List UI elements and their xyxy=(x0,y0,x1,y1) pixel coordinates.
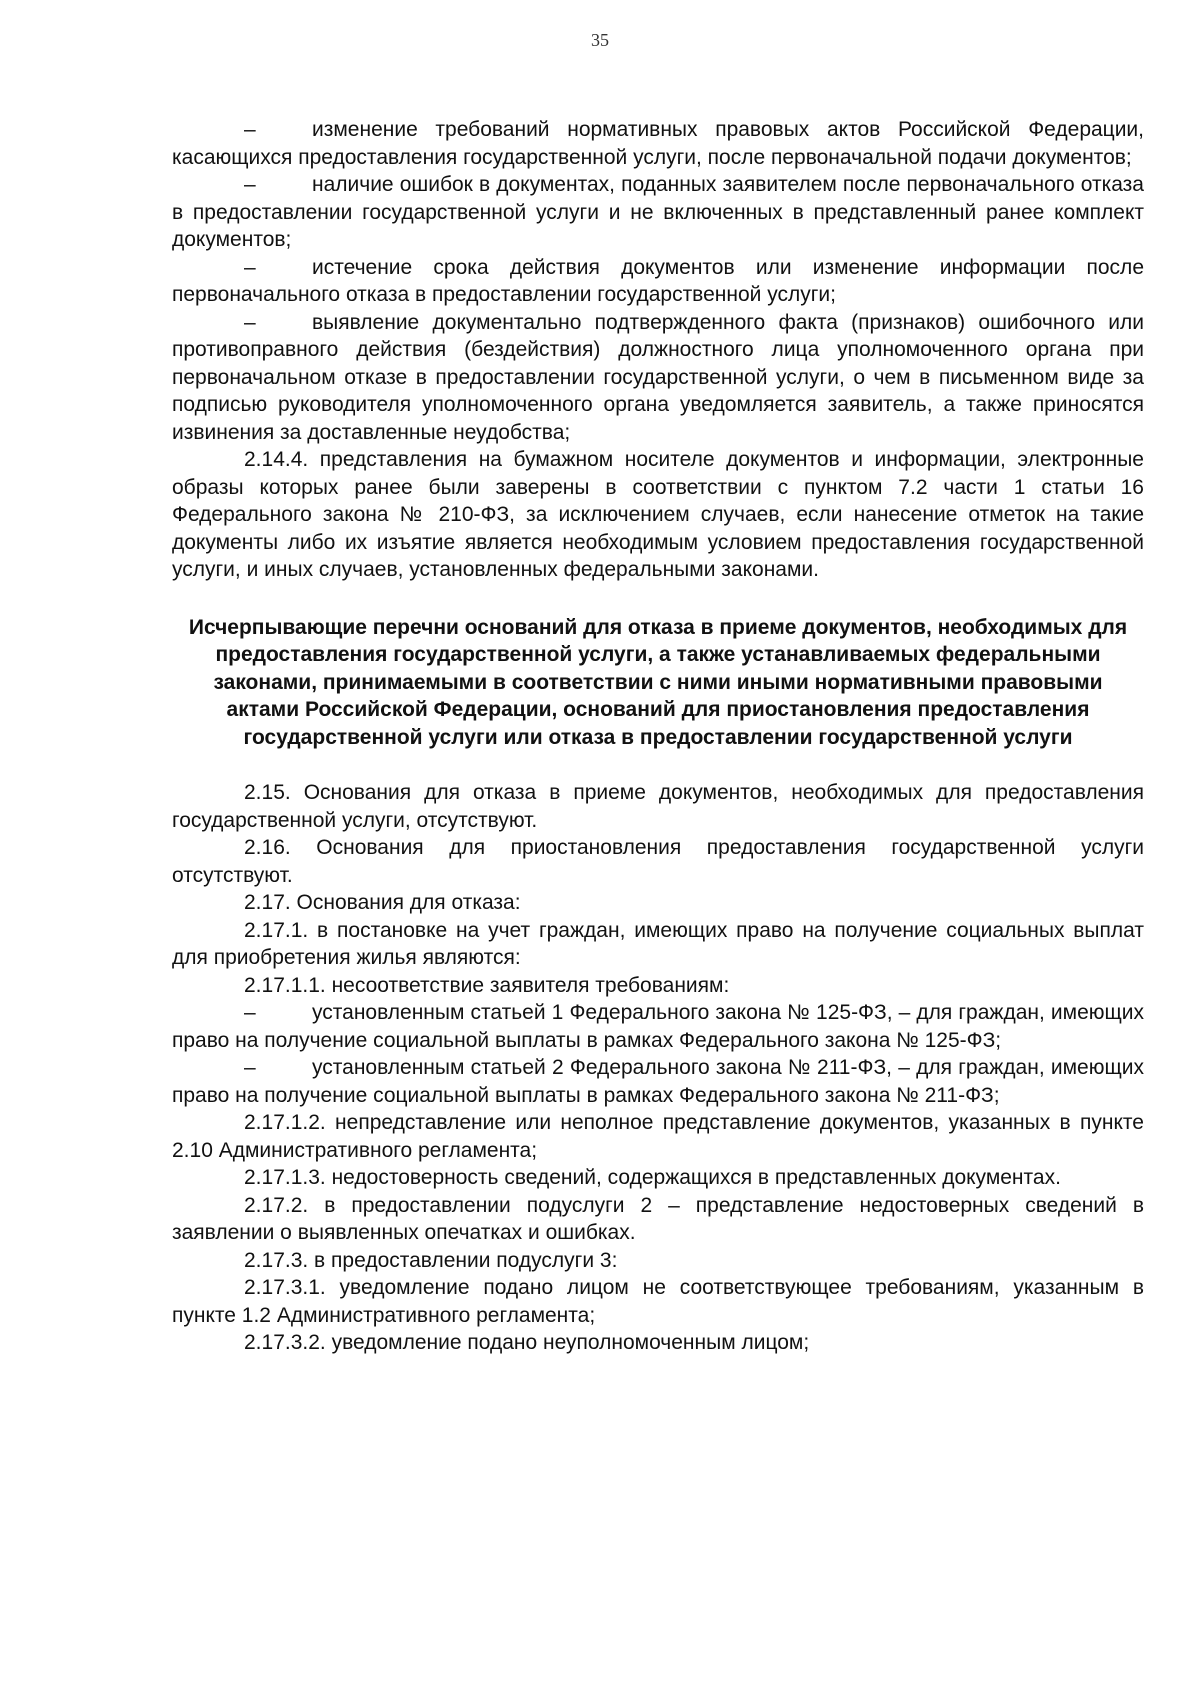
paragraph-text: истечение срока действия документов или изменение информации после первоначального отказа в предоставлении государственной услуги; xyxy=(172,255,1144,306)
list-item xyxy=(172,309,1144,447)
section-grounds-list xyxy=(172,116,1144,584)
paragraph-text: 2.16. Основания для приостановления предоставления государственной услуги отсутствуют. xyxy=(172,836,1144,887)
page-number: 35 xyxy=(591,30,609,50)
paragraph-text: 2.17.1.2. непредставление или неполное представление документов, указанных в пункте 2.10 Административного регламента; xyxy=(172,1111,1144,1162)
list-item xyxy=(172,254,1144,309)
list-item xyxy=(172,1054,1144,1109)
paragraph xyxy=(172,1192,1144,1247)
paragraph-text: изменение требований нормативных правовых актов Российской Федерации, касающихся предоставления государственной услуги, после первоначальной подачи документов; xyxy=(172,118,1144,169)
paragraph xyxy=(172,1329,1144,1357)
list-item xyxy=(172,999,1144,1054)
paragraph xyxy=(172,889,1144,917)
paragraph-text: 2.17.2. в предоставлении подуслуги 2 – представление недостоверных сведений в заявлении о выявленных опечатках и ошибках. xyxy=(172,1193,1144,1244)
paragraph xyxy=(172,972,1144,1000)
paragraph xyxy=(172,446,1144,584)
paragraph-text: установленным статьей 1 Федерального закона № 125-ФЗ, – для граждан, имеющих право на получение социальной выплаты в рамках Федерального закона № 125-ФЗ; xyxy=(172,1001,1144,1052)
dash-marker: – xyxy=(244,173,256,196)
list-item xyxy=(172,171,1144,254)
paragraph xyxy=(172,1247,1144,1275)
paragraph-text: 2.15. Основания для отказа в приеме документов, необходимых для предоставления государственной услуги, отсутствуют. xyxy=(172,781,1144,832)
list-item xyxy=(172,116,1144,171)
paragraph-text: 2.17.3.2. уведомление подано неуполномоченным лицом; xyxy=(244,1331,810,1354)
paragraph-text: 2.17.1. в постановке на учет граждан, имеющих право на получение социальных выплат для приобретения жилья являются: xyxy=(172,918,1144,969)
paragraph-text: установленным статьей 2 Федерального закона № 211-ФЗ, – для граждан, имеющих право на получение социальной выплаты в рамках Федерального закона № 211-ФЗ; xyxy=(172,1056,1144,1107)
paragraph xyxy=(172,1109,1144,1164)
paragraph xyxy=(172,917,1144,972)
dash-marker: – xyxy=(244,310,256,334)
paragraph xyxy=(172,1164,1144,1192)
paragraph-text: 2.17.1.3. недостоверность сведений, содержащихся в представленных документах. xyxy=(244,1166,1061,1189)
paragraph xyxy=(172,779,1144,834)
dash-marker: – xyxy=(244,255,256,279)
dash-marker: – xyxy=(244,1056,256,1079)
paragraph xyxy=(172,1274,1144,1329)
paragraph xyxy=(172,834,1144,889)
paragraph-text: выявление документально подтвержденного факта (признаков) ошибочного или противоправного действия (бездействия) должностного лица уполномоченного органа при первоначальном отказе в предоставлении государственной услуги, о чем в письменном виде за подписью руководителя уполномоченного органа уведомляется заявитель, а также приносятся извинения за доставленные неудобства; xyxy=(172,310,1144,444)
dash-marker: – xyxy=(244,1001,256,1024)
document-body xyxy=(172,116,1144,1357)
paragraph-text: 2.17.3. в предоставлении подуслуги 3: xyxy=(244,1248,618,1272)
section-heading: Исчерпывающие перечни оснований для отказа в приеме документов, необходимых для предоставления государственной услуги, а также устанавливаемых федеральными законами, принимаемыми в соответствии с ними иными нормативными правовыми актами Российской Федерации, оснований для приостановления предоставления государственной услуги или отказа в предоставлении государственной услуги xyxy=(188,615,1128,749)
paragraph-text: 2.17.1.1. несоответствие заявителя требованиям: xyxy=(244,973,730,997)
section-refusal-grounds xyxy=(172,779,1144,1357)
paragraph-text: 2.14.4. представления на бумажном носителе документов и информации, электронные образы которых ранее были заверены в соответствии с пунктом 7.2 части 1 статьи 16 Федерального закона № 210-ФЗ, за исключением случаев, если нанесение отметок на такие документы либо их изъятие является необходимым условием предоставления государственной услуги, и иных случаев, установленных федеральными законами. xyxy=(172,448,1144,581)
paragraph-text: 2.17. Основания для отказа: xyxy=(244,891,521,914)
paragraph-text: наличие ошибок в документах, поданных заявителем после первоначального отказа в предоставлении государственной услуги и не включенных в представленный ранее комплект документов; xyxy=(172,173,1144,251)
paragraph-text: 2.17.3.1. уведомление подано лицом не соответствующее требованиям, указанным в пункте 1.2 Административного регламента; xyxy=(172,1276,1144,1327)
dash-marker: – xyxy=(244,118,256,141)
